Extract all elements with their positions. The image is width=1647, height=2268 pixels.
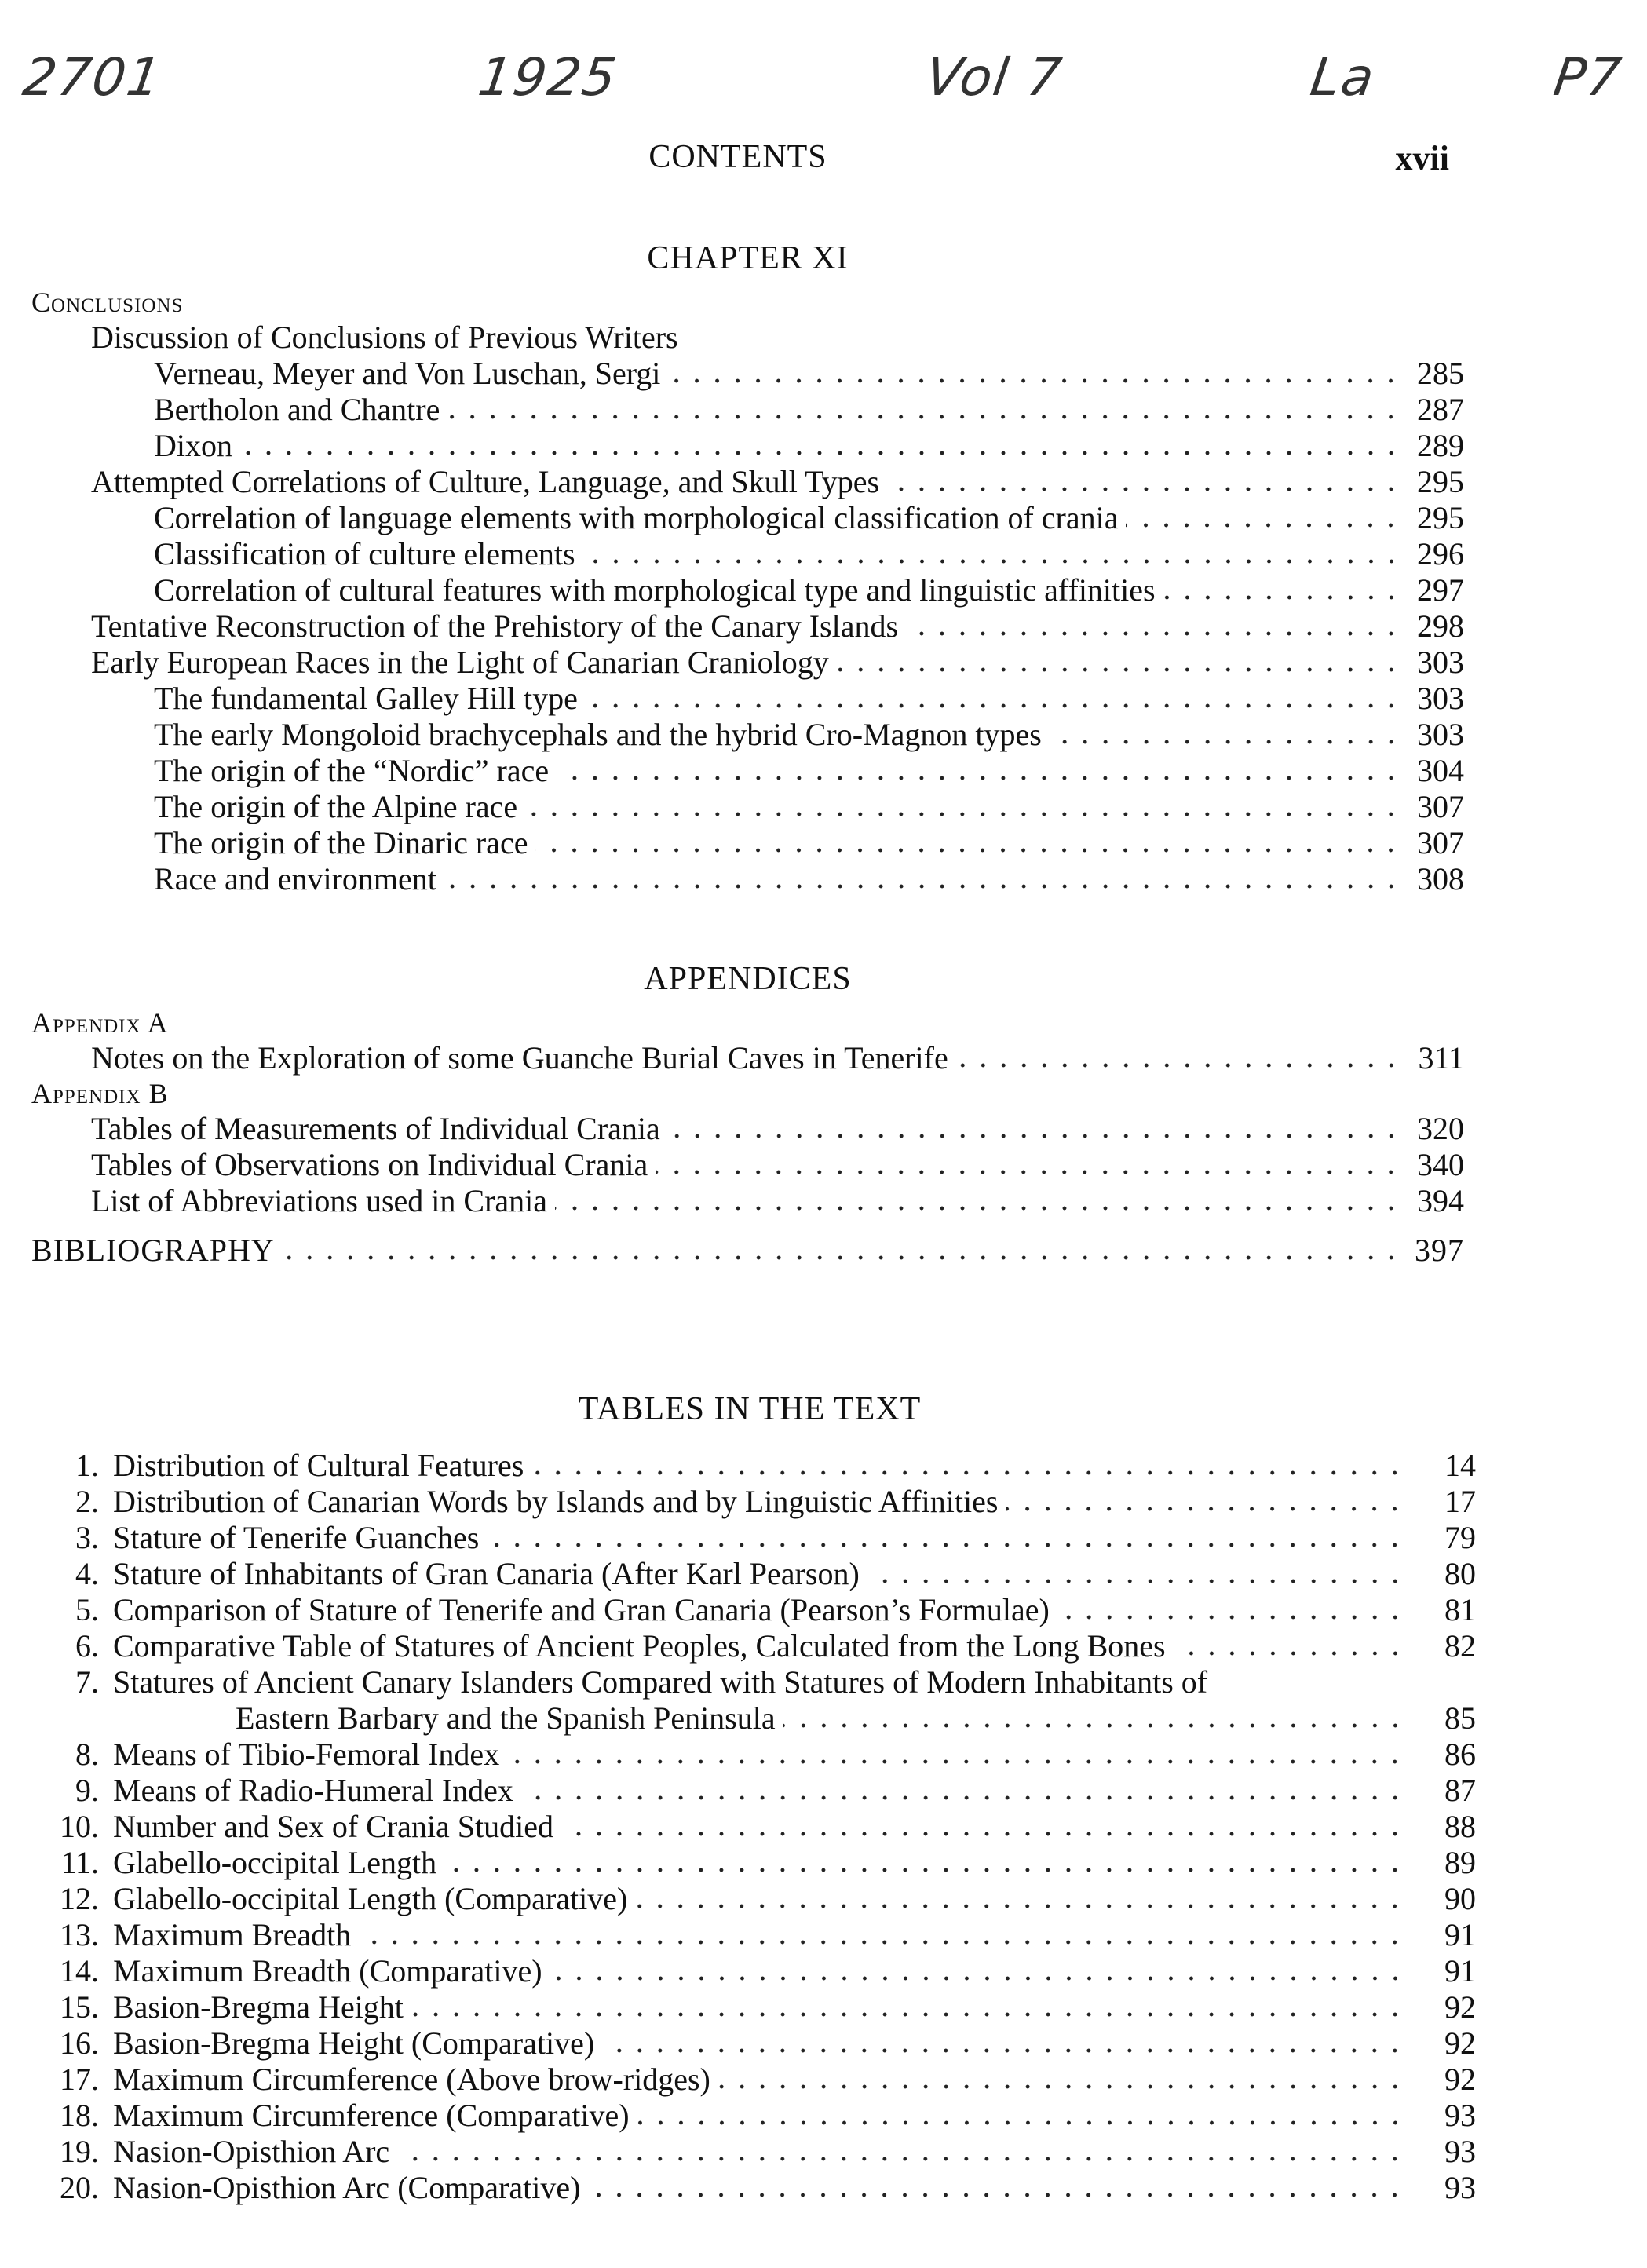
page-number: 91 <box>1444 1917 1476 1952</box>
page-number: 397 <box>1415 1233 1464 1268</box>
toc-entry-label: Discussion of Conclusions of Previous Writers <box>91 320 678 355</box>
toc-entry-label: List of Abbreviations used in Crania <box>91 1183 548 1218</box>
handwritten-note: P7 <box>1550 47 1627 108</box>
toc-entry-label: Tentative Reconstruction of the Prehistory of the Canary Islands <box>91 608 899 644</box>
page-number: 93 <box>1444 2098 1476 2133</box>
toc-entry-label: Correlation of language elements with morphological classification of crania <box>154 500 1119 535</box>
table-title: Distribution of Canarian Words by Islands and by Linguistic Affinities <box>113 1484 999 1519</box>
page-number: 296 <box>1417 536 1464 572</box>
dot-leader <box>1006 1503 1405 1514</box>
toc-entry <box>31 608 1464 645</box>
toc-entry <box>31 825 1464 861</box>
table-row <box>31 1556 1476 1592</box>
handwritten-annotations <box>19 31 1633 126</box>
table-number: 15. <box>60 1989 99 2025</box>
table-title: Statures of Ancient Canary Islanders Compared with Statures of Modern Inhabitants of <box>113 1664 1208 1700</box>
page-number: 320 <box>1417 1111 1464 1146</box>
toc-entry-label: Bertholon and Chantre <box>154 392 440 427</box>
dot-leader <box>240 447 1401 458</box>
table-title-continuation: Eastern Barbary and the Spanish Peninsula <box>236 1700 776 1736</box>
toc-entry <box>31 572 1464 608</box>
toc-entry-label: Classification of culture elements <box>154 536 575 572</box>
table-number: 14. <box>60 1953 99 1989</box>
page-number: 91 <box>1444 1953 1476 1989</box>
table-title: Basion-Bregma Height <box>113 1989 404 2025</box>
table-number: 5. <box>75 1592 99 1627</box>
dot-leader <box>555 1203 1401 1214</box>
dot-leader <box>444 1864 1405 1875</box>
table-row <box>31 1989 1476 2025</box>
table-row <box>31 1845 1476 1881</box>
table-number: 2. <box>75 1484 99 1519</box>
table-row <box>31 1520 1476 1556</box>
page-number: 311 <box>1418 1040 1464 1076</box>
table-row <box>31 1628 1476 1664</box>
table-number: 13. <box>60 1917 99 1952</box>
appendix-b-label: Appendix B <box>31 1078 169 1109</box>
table-title: Glabello-occipital Length <box>113 1845 437 1880</box>
dot-leader <box>447 411 1401 422</box>
toc-entry <box>31 789 1464 825</box>
page-number: 394 <box>1417 1183 1464 1218</box>
toc-entry-label: Dixon <box>154 428 232 463</box>
toc-entry <box>31 645 1464 681</box>
toc-entry-bibliography <box>31 1225 1464 1276</box>
table-title: Stature of Inhabitants of Gran Canaria (After Karl Pearson) <box>113 1556 860 1591</box>
bibliography-label: BIBLIOGRAPHY <box>31 1233 275 1268</box>
toc-entry <box>31 753 1464 789</box>
dot-leader <box>444 881 1401 892</box>
toc-entry <box>31 356 1464 392</box>
toc-entry <box>31 428 1464 464</box>
dot-leader <box>718 2081 1405 2092</box>
toc-entry-label: Verneau, Meyer and Von Luschan, Sergi <box>154 356 661 391</box>
page-number: 298 <box>1417 608 1464 644</box>
dot-leader <box>557 772 1401 783</box>
page-number: 307 <box>1417 789 1464 824</box>
page-number: 295 <box>1417 500 1464 535</box>
table-row <box>31 1592 1476 1628</box>
table-number: 4. <box>75 1556 99 1591</box>
page-number: 87 <box>1444 1773 1476 1808</box>
table-title: Means of Tibio-Femoral Index <box>113 1737 500 1772</box>
page-number: 285 <box>1417 356 1464 391</box>
page-number: 17 <box>1444 1484 1476 1519</box>
toc-entry-label: Early European Races in the Light of Canarian Craniology <box>91 645 829 680</box>
dot-leader <box>411 2009 1405 2020</box>
table-row <box>31 2134 1476 2170</box>
table-title: Means of Radio-Humeral Index <box>113 1773 513 1808</box>
page-number: 90 <box>1444 1881 1476 1916</box>
table-number: 16. <box>60 2025 99 2061</box>
running-title: CONTENTS <box>648 139 827 175</box>
table-title: Maximum Breadth (Comparative) <box>113 1953 542 1989</box>
page-number: 92 <box>1444 2025 1476 2061</box>
table-title: Maximum Circumference (Comparative) <box>113 2098 630 2133</box>
table-title: Number and Sex of Crania Studied <box>113 1809 553 1844</box>
toc-entry-label: Tables of Measurements of Individual Crania <box>91 1111 660 1146</box>
table-row <box>31 2098 1476 2134</box>
toc-entry <box>31 1183 1464 1219</box>
table-row <box>31 1953 1476 1989</box>
part-label: Conclusions <box>31 287 184 318</box>
running-head <box>0 138 1647 185</box>
table-row <box>31 1664 1476 1700</box>
table-title: Nasion-Opisthion Arc <box>113 2134 390 2169</box>
dot-leader <box>561 1828 1405 1839</box>
dot-leader <box>586 700 1401 711</box>
table-title: Maximum Circumference (Above brow-ridges) <box>113 2062 710 2097</box>
table-row <box>31 2025 1476 2062</box>
dot-leader <box>521 1792 1405 1803</box>
table-number: 8. <box>75 1737 99 1772</box>
table-title: Glabello-occipital Length (Comparative) <box>113 1881 628 1916</box>
table-title: Distribution of Cultural Features <box>113 1448 524 1483</box>
dot-leader <box>1174 1648 1405 1659</box>
dot-leader <box>956 1060 1401 1071</box>
table-number: 20. <box>60 2170 99 2205</box>
toc-entry-label: The early Mongoloid brachycephals and the hybrid Cro-Magnon types <box>154 717 1042 752</box>
page-number: 303 <box>1417 681 1464 716</box>
dot-leader <box>535 845 1401 856</box>
toc-entry <box>31 320 1464 356</box>
table-number: 3. <box>75 1520 99 1555</box>
dot-leader <box>531 1467 1405 1478</box>
table-number: 17. <box>60 2062 99 2097</box>
dot-leader <box>906 628 1401 639</box>
tables-heading: TABLES IN THE TEXT <box>578 1391 922 1427</box>
dot-leader <box>283 1252 1401 1263</box>
table-row <box>31 1484 1476 1520</box>
toc-entry <box>31 717 1464 753</box>
table-row <box>31 2062 1476 2098</box>
handwritten-note: Vol 7 <box>922 47 1067 108</box>
toc-entry-label: The origin of the “Nordic” race <box>154 753 550 788</box>
page-number: 92 <box>1444 2062 1476 2097</box>
dot-leader <box>1126 520 1401 531</box>
page-number: 81 <box>1444 1592 1476 1627</box>
handwritten-note: La <box>1306 47 1379 108</box>
table-number: 11. <box>60 1845 99 1880</box>
page-number: 340 <box>1417 1147 1464 1182</box>
handwritten-note: 1925 <box>474 47 622 108</box>
toc-entry-label: Tables of Observations on Individual Crania <box>91 1147 648 1182</box>
dot-leader <box>635 1901 1405 1912</box>
table-number: 7. <box>75 1664 99 1700</box>
toc-entry <box>31 1040 1464 1076</box>
toc-entry-label: The fundamental Galley Hill type <box>154 681 578 716</box>
dot-leader <box>1163 592 1401 603</box>
table-row <box>31 1737 1476 1773</box>
page-number: 304 <box>1417 753 1464 788</box>
dot-leader <box>887 484 1401 495</box>
dot-leader <box>602 2045 1405 2056</box>
page-number: 86 <box>1444 1737 1476 1772</box>
page-number: 85 <box>1444 1700 1476 1736</box>
table-number: 1. <box>75 1448 99 1483</box>
page-number: 303 <box>1417 645 1464 680</box>
table-row <box>31 1773 1476 1809</box>
toc-entry-label: Correlation of cultural features with morphological type and linguistic affinities <box>154 572 1156 608</box>
table-title: Comparison of Stature of Tenerife and Gran Canaria (Pearson’s Formulae) <box>113 1592 1050 1627</box>
toc-entry-label: Attempted Correlations of Culture, Language, and Skull Types <box>91 464 880 499</box>
dot-leader <box>656 1167 1401 1178</box>
page-number: 79 <box>1444 1520 1476 1555</box>
page-number: 307 <box>1417 825 1464 860</box>
table-row <box>31 1448 1476 1484</box>
page-number: 287 <box>1417 392 1464 427</box>
dot-leader <box>668 1130 1401 1141</box>
table-number: 9. <box>75 1773 99 1808</box>
dot-leader <box>867 1576 1405 1587</box>
toc-entry <box>31 464 1464 500</box>
dot-leader <box>668 375 1401 386</box>
toc-entry <box>31 681 1464 717</box>
table-row <box>31 1809 1476 1845</box>
table-number: 19. <box>60 2134 99 2169</box>
dot-leader <box>550 1973 1405 1984</box>
toc-entry <box>31 392 1464 428</box>
table-number: 12. <box>60 1881 99 1916</box>
page-number: 93 <box>1444 2170 1476 2205</box>
dot-leader <box>637 2117 1405 2128</box>
table-number: 18. <box>60 2098 99 2133</box>
page-number: 289 <box>1417 428 1464 463</box>
toc-entry <box>31 500 1464 536</box>
appendix-a-label: Appendix A <box>31 1007 169 1039</box>
dot-leader <box>837 664 1401 675</box>
page-number: 89 <box>1444 1845 1476 1880</box>
table-number: 10. <box>60 1809 99 1844</box>
page-number: 92 <box>1444 1989 1476 2025</box>
toc-entry <box>31 536 1464 572</box>
table-row <box>31 2170 1476 2206</box>
page-number: 297 <box>1417 572 1464 608</box>
dot-leader <box>583 556 1401 567</box>
dot-leader <box>397 2153 1405 2164</box>
page-number: 93 <box>1444 2134 1476 2169</box>
dot-leader <box>487 1539 1405 1550</box>
page-number: 295 <box>1417 464 1464 499</box>
toc-entry <box>31 861 1464 897</box>
page-number: 82 <box>1444 1628 1476 1664</box>
handwritten-note: 2701 <box>19 47 166 108</box>
contents-list <box>31 232 1464 1276</box>
table-row <box>31 1917 1476 1953</box>
toc-entry-label: Notes on the Exploration of some Guanche Burial Caves in Tenerife <box>91 1040 948 1076</box>
page-number: 14 <box>1444 1448 1476 1483</box>
table-title: Maximum Breadth <box>113 1917 352 1952</box>
table-title: Stature of Tenerife Guanches <box>113 1520 480 1555</box>
appendices-heading: APPENDICES <box>644 961 852 997</box>
dot-leader <box>525 809 1401 820</box>
table-number: 6. <box>75 1628 99 1664</box>
table-row <box>31 1881 1476 1917</box>
page-folio: xvii <box>1395 139 1449 177</box>
dot-leader <box>359 1937 1405 1948</box>
dot-leader <box>507 1756 1405 1767</box>
dot-leader <box>588 2189 1405 2200</box>
toc-entry <box>31 1111 1464 1147</box>
table-title: Nasion-Opisthion Arc (Comparative) <box>113 2170 581 2205</box>
page-number: 88 <box>1444 1809 1476 1844</box>
table-title: Comparative Table of Statures of Ancient Peoples, Calculated from the Long Bones <box>113 1628 1166 1664</box>
dot-leader <box>1050 736 1401 747</box>
page-number: 303 <box>1417 717 1464 752</box>
dot-leader <box>1057 1612 1405 1623</box>
table-title: Basion-Bregma Height (Comparative) <box>113 2025 595 2061</box>
page-number: 80 <box>1444 1556 1476 1591</box>
toc-entry-label: The origin of the Alpine race <box>154 789 518 824</box>
dot-leader <box>783 1720 1405 1731</box>
chapter-heading: CHAPTER XI <box>647 240 849 276</box>
toc-entry-label: The origin of the Dinaric race <box>154 825 528 860</box>
toc-entry-label: Race and environment <box>154 861 436 897</box>
page-number: 308 <box>1417 861 1464 897</box>
table-row-continuation <box>31 1700 1476 1737</box>
toc-entry <box>31 1147 1464 1183</box>
tables-in-text <box>31 1382 1476 2206</box>
